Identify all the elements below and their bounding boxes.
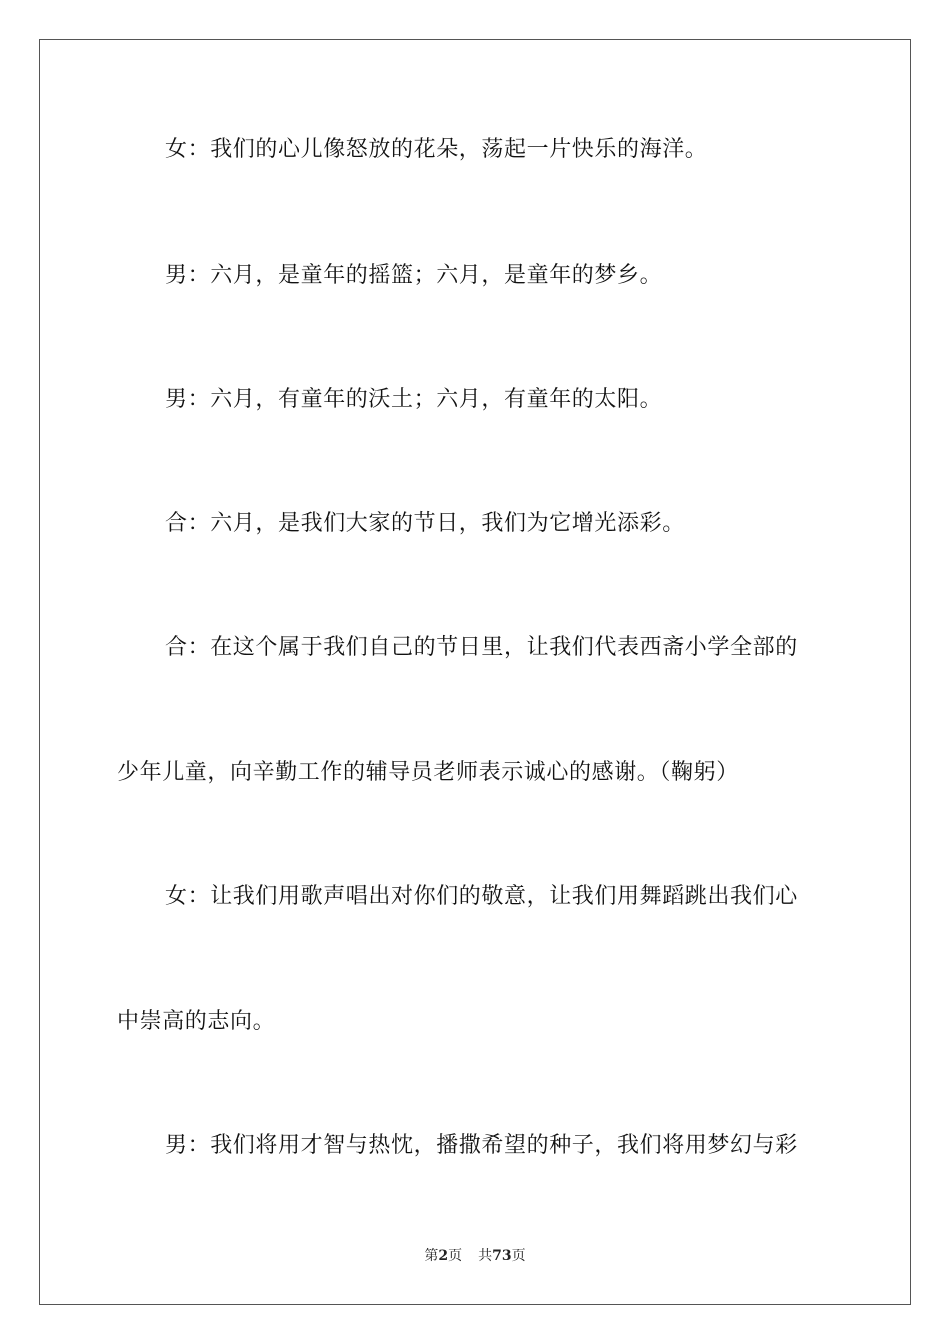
text-line-1: 女：我们的心儿像怒放的花朵，荡起一片快乐的海洋。 bbox=[165, 137, 708, 162]
footer-page-suffix: 页 bbox=[448, 1248, 463, 1264]
text-line-2: 男：六月，是童年的摇篮；六月，是童年的梦乡。 bbox=[165, 263, 663, 288]
text-line-8: 中崇高的志向。 bbox=[117, 1009, 276, 1034]
text-line-6: 少年儿童，向辛勤工作的辅导员老师表示诚心的感谢。（鞠躬） bbox=[117, 760, 739, 785]
footer-total-prefix: 共 bbox=[478, 1248, 493, 1264]
text-line-7: 女：让我们用歌声唱出对你们的敬意，让我们用舞蹈跳出我们心 bbox=[165, 884, 798, 909]
text-line-3: 男：六月，有童年的沃土；六月，有童年的太阳。 bbox=[165, 387, 663, 412]
text-line-9: 男：我们将用才智与热忱，播撒希望的种子，我们将用梦幻与彩 bbox=[165, 1133, 798, 1158]
text-line-4: 合：六月，是我们大家的节日，我们为它增光添彩。 bbox=[165, 511, 685, 536]
footer-total-pages: 73 bbox=[492, 1248, 512, 1264]
footer-page-number: 2 bbox=[438, 1248, 449, 1264]
footer-total-suffix: 页 bbox=[511, 1248, 526, 1264]
page-border bbox=[39, 39, 911, 1305]
footer-page-prefix: 第 bbox=[424, 1248, 439, 1264]
page-footer bbox=[0, 1247, 950, 1265]
text-line-5: 合：在这个属于我们自己的节日里，让我们代表西斋小学全部的 bbox=[165, 635, 798, 660]
